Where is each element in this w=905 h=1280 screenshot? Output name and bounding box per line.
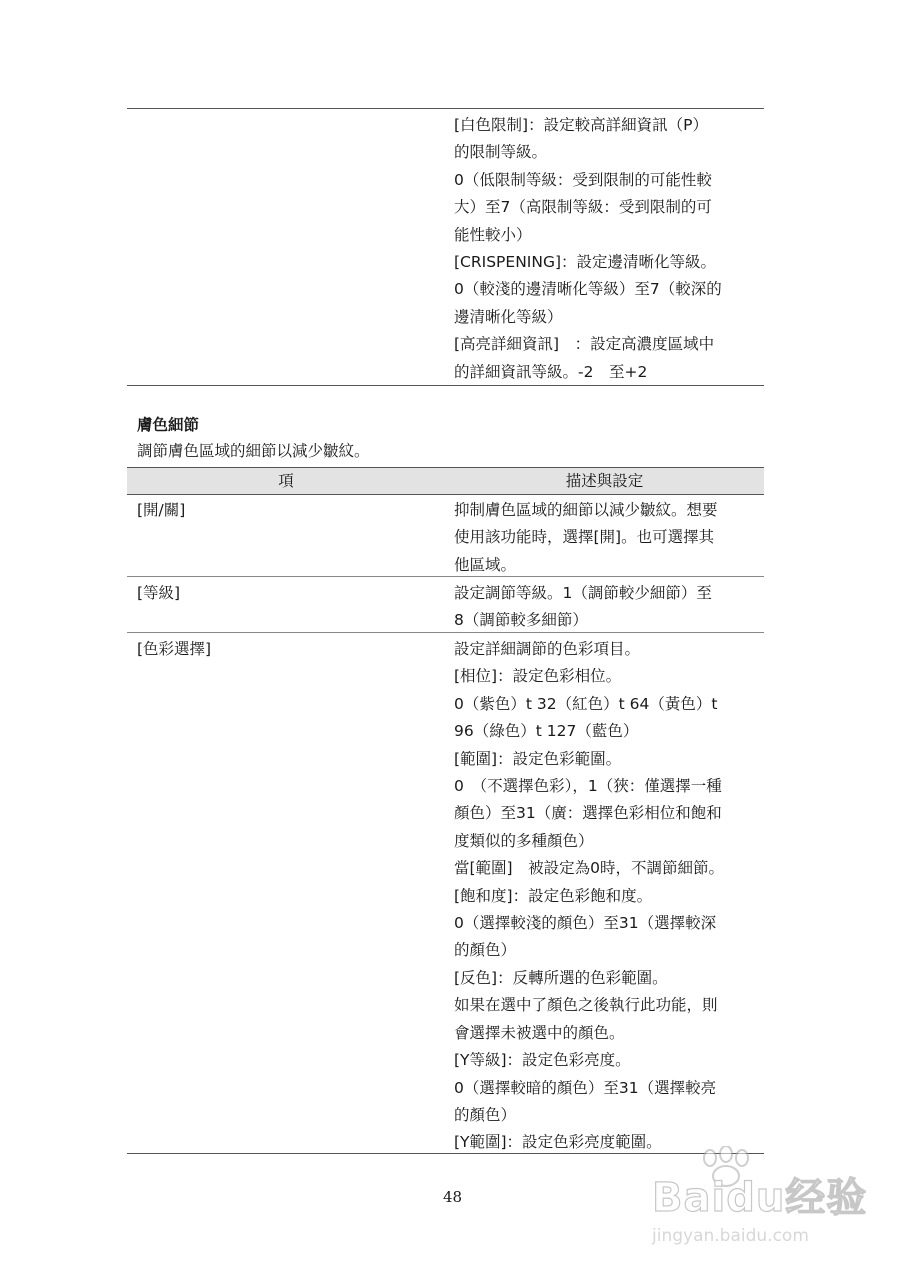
description-line: 設定詳細調節的色彩項目。 (454, 640, 641, 658)
table-row (127, 577, 764, 633)
row-item-level: [等級] (137, 584, 181, 602)
page-number: 48 (442, 1188, 463, 1206)
description-line: 0（紫色）t 32（紅色）t 64（黃色）t (454, 694, 718, 713)
description-line: [相位]：設定色彩相位。 (454, 667, 622, 686)
row-description (454, 580, 712, 635)
description-line: 能性較小） (454, 225, 532, 244)
description-line: [白色限制]：設定較高詳細資訊（P） (454, 116, 708, 134)
section-title: 膚色細節 (137, 416, 200, 434)
description-line: [高亮詳細資訊] ：設定高濃度區域中 (454, 335, 715, 354)
description-line: 大）至7（高限制等級：受到限制的可 (454, 198, 712, 217)
description-line: 他區域。 (454, 555, 517, 574)
description-line: 使用該功能時，選擇[開]。也可選擇其 (454, 528, 715, 547)
description-line: 顏色）至31（廣：選擇色彩相位和飽和 (454, 804, 722, 823)
header-item: 項 (278, 472, 294, 490)
watermark-brand: Baidu经验 (652, 1175, 868, 1221)
description-line: 0（選擇較淺的顏色）至31（選擇較深 (454, 914, 717, 933)
description-line: 的詳細資訊等級。-2 至+2 (454, 362, 648, 381)
description-line: 0（較淺的邊清晰化等級）至7（較深的 (454, 280, 722, 299)
description-line: 8（調節較多細節） (454, 611, 588, 630)
row-description (454, 636, 724, 1157)
watermark-url: jingyan.baidu.com (652, 1226, 809, 1246)
row-item-on-off: [開/關] (137, 501, 186, 519)
table-row (127, 494, 764, 577)
description-line: [反色]：反轉所選的色彩範圍。 (454, 968, 668, 987)
row-description (454, 497, 718, 579)
description-line: 0 （不選擇色彩），1（狹：僅選擇一種 (454, 777, 722, 796)
description-line: 0（低限制等級：受到限制的可能性較 (454, 170, 712, 189)
header-description: 描述與設定 (565, 472, 644, 490)
description-line: 抑制膚色區域的細節以減少皺紋。想要 (454, 501, 718, 519)
description-line: 會選擇未被選中的顏色。 (454, 1023, 625, 1042)
description-line: 的顏色） (454, 941, 517, 960)
row-item-color-select: [色彩選擇] (137, 640, 212, 658)
skin-detail-table (127, 467, 764, 1154)
description-line: [飽和度]：設定色彩飽和度。 (454, 886, 653, 905)
description-line: 96（綠色）t 127（藍色） (454, 722, 639, 741)
table-header (127, 467, 764, 495)
description-line: 度類似的多種顏色） (454, 831, 594, 850)
baidu-watermark-logo (640, 1146, 880, 1266)
description-line: 如果在選中了顏色之後執行此功能，則 (454, 996, 718, 1015)
description-line: 設定調節等級。1（調節較少細節）至 (454, 584, 712, 602)
description-line: 0（選擇較暗的顏色）至31（選擇較亮 (454, 1078, 717, 1097)
description-line: 邊清晰化等級） (454, 307, 563, 326)
section-subtitle: 調節膚色區域的細節以減少皺紋。 (137, 442, 370, 460)
description-line: [範圍]：設定色彩範圍。 (454, 749, 622, 768)
description-line: 的顏色） (454, 1105, 517, 1124)
table-row (127, 633, 764, 1153)
continued-settings-table (127, 108, 764, 386)
continued-description-cell (454, 112, 722, 386)
description-line: 當[範圍] 被設定為0時，不調節細節。 (454, 859, 724, 878)
description-line: [Y範圍]：設定色彩亮度範圍。 (454, 1133, 662, 1152)
description-line: 的限制等級。 (454, 143, 548, 162)
description-line: [CRISPENING]：設定邊清晰化等級。 (454, 253, 717, 272)
description-line: [Y等級]：設定色彩亮度。 (454, 1051, 631, 1070)
